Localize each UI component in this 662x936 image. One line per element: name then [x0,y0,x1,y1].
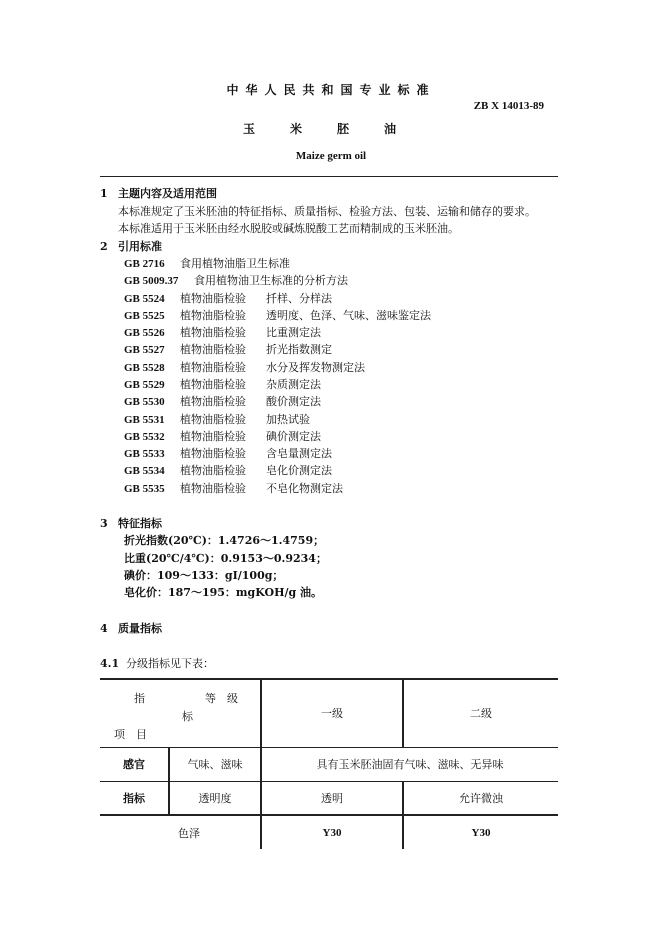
title-char: 油 [384,122,397,136]
table-row-value: 具有玉米胚油固有气味、滋味、无异味 [261,747,558,781]
ref-item [124,462,332,478]
section-2-heading [100,238,162,254]
table-row-group-label: 指标 [123,791,145,805]
ref-sub: 水分及挥发物测定法 [266,361,365,374]
corner-label-zhi: 指 [134,692,145,705]
ref-item [124,445,332,461]
ref-sub: 透明度、色泽、气味、滋味鉴定法 [266,309,431,322]
ref-code: GB 5527 [124,344,165,356]
feature-item: 比重(20℃/4℃)：0.9153～0.9234； [124,552,327,565]
ref-item [124,272,348,288]
corner-label-biao: 标 [182,710,193,723]
ref-item [124,376,321,392]
corner-label-xiangmu: 项 目 [114,728,147,741]
table-row-value: 透明 [261,781,403,815]
ref-code: GB 5535 [124,483,165,495]
ref-name: 食用植物油卫生标准的分析方法 [194,274,348,287]
ref-code: GB 5534 [124,465,165,477]
ref-code: GB 5530 [124,396,165,408]
standard-code: ZB X 14013-89 [473,100,544,112]
ref-name: 食用植物油脂卫生标准 [180,257,290,270]
ref-item [124,428,321,444]
ref-code: GB 5528 [124,362,165,374]
ref-item [124,359,365,375]
section-number: 3 [100,517,108,530]
quality-grade-table [100,678,558,849]
section-number: 2 [100,240,108,253]
table-corner-cell [100,679,261,747]
ref-sub: 杂质测定法 [266,378,321,391]
ref-name: 植物油脂检验 [180,447,246,460]
ref-code: GB 5529 [124,379,165,391]
standard-org-title: 中华人民共和国专业标准 [226,83,436,97]
ref-name: 植物油脂检验 [180,292,246,305]
feature-item: 碘价：109～133：gI/100g； [124,569,284,582]
document-title-cn [243,120,431,137]
table-header-grade-2: 二级 [403,679,558,747]
ref-item [124,411,310,427]
section-title: 主题内容及适用范围 [118,187,217,200]
ref-item [124,290,332,306]
table-row-value: Y30 [261,815,403,849]
ref-code: GB 5531 [124,414,165,426]
ref-sub: 加热试验 [266,413,310,426]
section-3-heading [100,515,162,531]
ref-item [124,324,321,340]
ref-name: 植物油脂检验 [180,430,246,443]
corner-label-dengji: 等 级 [205,692,238,705]
ref-code: GB 5524 [124,293,165,305]
ref-item [124,341,332,357]
ref-sub: 扦样、分样法 [266,292,332,305]
ref-item [124,307,431,323]
ref-name: 植物油脂检验 [180,326,246,339]
ref-name: 植物油脂检验 [180,464,246,477]
table-header-row [100,679,558,747]
ref-name: 植物油脂检验 [180,361,246,374]
section-title: 特征指标 [118,517,162,530]
feature-item: 皂化价：187～195：mgKOH/g 油。 [124,586,323,599]
section-number: 1 [100,187,108,200]
ref-sub: 碘价测定法 [266,430,321,443]
ref-item [124,255,290,271]
header-rule [100,176,558,177]
ref-name: 植物油脂检验 [180,413,246,426]
section-number: 4 [100,622,108,635]
table-row [100,747,558,781]
ref-item [124,393,321,409]
ref-code: GB 5526 [124,327,165,339]
section-4-heading [100,620,162,636]
ref-name: 植物油脂检验 [180,343,246,356]
ref-sub: 比重测定法 [266,326,321,339]
document-title-en: Maize germ oil [295,150,367,162]
section-1-paragraph-2: 本标准适用于玉米胚由经水脱胶或碱炼脱酸工艺而精制成的玉米胚油。 [118,222,459,235]
ref-code: GB 5533 [124,448,165,460]
ref-sub: 折光指数测定 [266,343,332,356]
ref-sub: 不皂化物测定法 [266,482,343,495]
title-char: 米 [290,122,303,136]
table-row-value: Y30 [403,815,558,849]
ref-code: GB 5009.37 [124,275,179,287]
subsection-text: 分级指标见下表： [126,657,214,670]
title-char: 玉 [243,122,256,136]
table-row [100,781,558,815]
ref-name: 植物油脂检验 [180,378,246,391]
title-char: 胚 [337,122,350,136]
table-header-grade-1: 一级 [261,679,403,747]
ref-item [124,480,343,496]
feature-item: 折光指数(20℃)：1.4726～1.4759； [124,534,325,547]
ref-code: GB 5525 [124,310,165,322]
subsection-4-1 [100,655,214,671]
ref-name: 植物油脂检验 [180,395,246,408]
table-row-value: 允许微浊 [403,781,558,815]
ref-name: 植物油脂检验 [180,482,246,495]
table-row-item: 透明度 [169,781,261,815]
ref-code: GB 5532 [124,431,165,443]
section-1-heading [100,185,217,201]
table-row-item: 气味、滋味 [169,747,261,781]
ref-sub: 皂化价测定法 [266,464,332,477]
table-row-group-label: 感官 [123,758,145,771]
section-title: 引用标准 [118,240,162,253]
subsection-number: 4.1 [100,657,120,670]
table-row-item: 色泽 [178,826,200,840]
ref-code: GB 2716 [124,258,165,270]
ref-sub: 酸价测定法 [266,395,321,408]
ref-name: 植物油脂检验 [180,309,246,322]
table-row [100,815,558,849]
ref-sub: 含皂量测定法 [266,447,332,460]
section-title: 质量指标 [118,622,162,635]
section-1-paragraph-1: 本标准规定了玉米胚油的特征指标、质量指标、检验方法、包装、运输和储存的要求。 [118,205,536,218]
